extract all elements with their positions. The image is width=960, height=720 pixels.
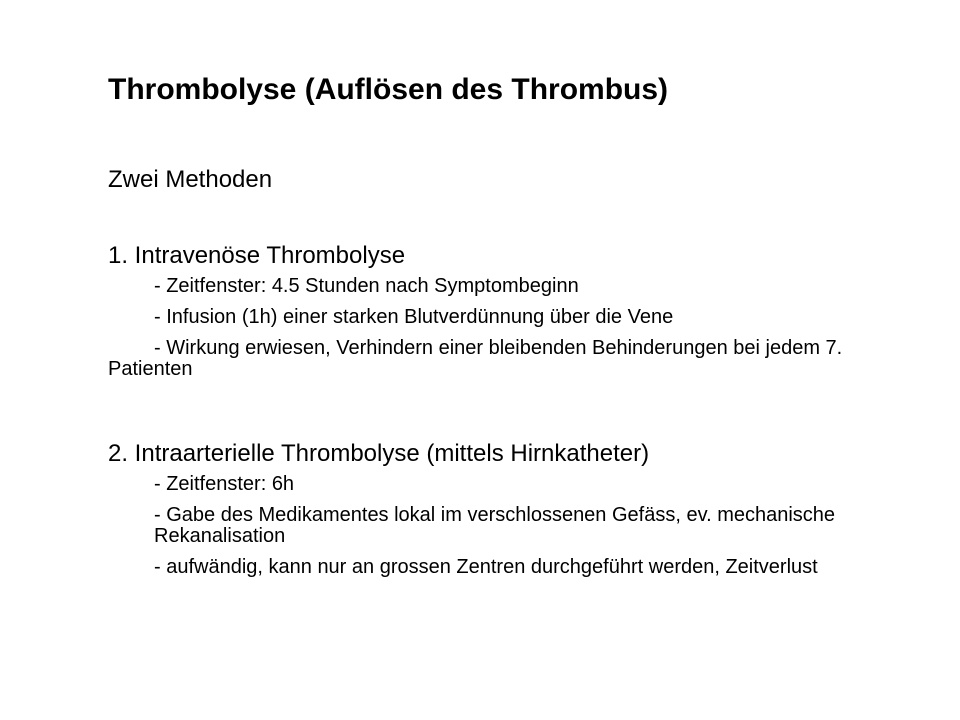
slide-title: Thrombolyse (Auflösen des Thrombus) [108,73,669,106]
bullet-point: - Zeitfenster: 6h [154,473,295,495]
bullet-point: - Infusion (1h) einer starken Blutverdünnung über die Vene [154,306,674,328]
section-heading: 2. Intraarterielle Thrombolyse (mittels Hirnkatheter) [108,440,650,467]
bullet-list [108,276,928,380]
section-heading: 1. Intravenöse Thrombolyse [108,242,406,269]
bullet-point: - Gabe des Medikamentes lokal im verschlossenen Gefäss, ev. mechanische Rekanalisation [154,504,836,547]
bullet-point: - aufwändig, kann nur an grossen Zentren durchgeführt werden, Zeitverlust [154,556,818,578]
bullet-point: - Wirkung erwiesen, Verhindern einer bleibenden Behinderungen bei jedem 7. Patienten [108,337,843,380]
section-intraarterial [108,439,928,588]
bullet-list [108,474,928,578]
slide-intro: Zwei Methoden [108,166,273,193]
bullet-point: - Zeitfenster: 4.5 Stunden nach Symptombeginn [154,275,579,297]
section-intravenous [108,241,928,390]
